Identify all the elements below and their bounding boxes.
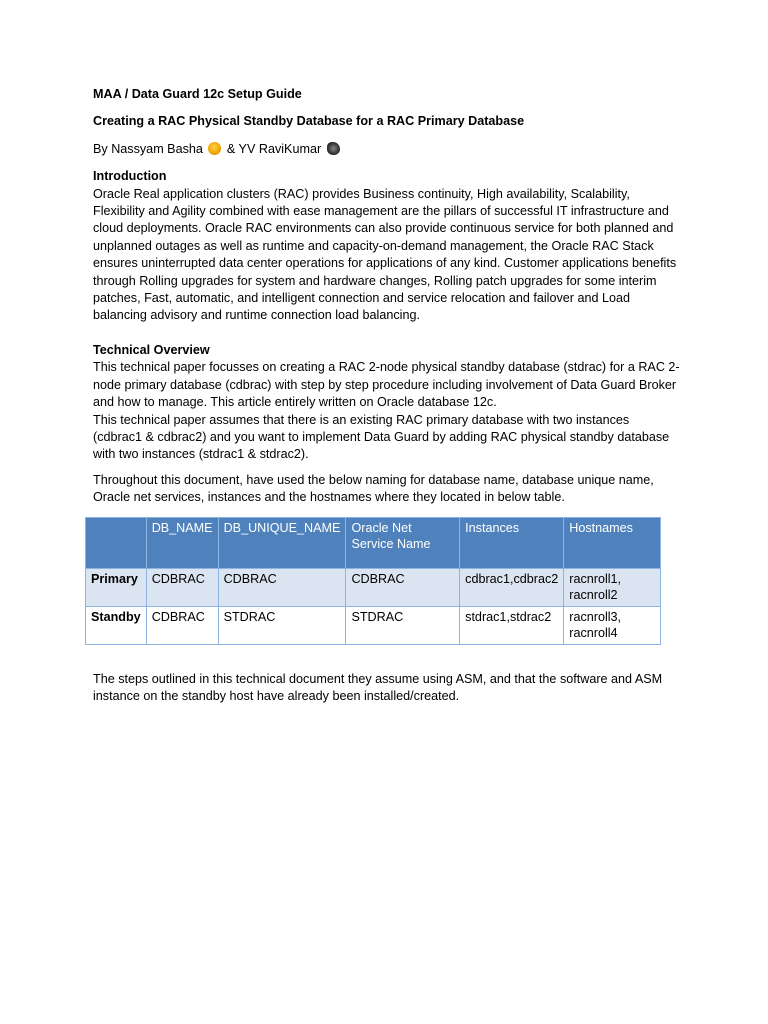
document-title: MAA / Data Guard 12c Setup Guide — [93, 87, 302, 101]
table-row — [86, 568, 661, 606]
document-subtitle: Creating a RAC Physical Standby Database for a RAC Primary Database — [93, 114, 525, 129]
cell-hostnames: racnroll3, racnroll4 — [564, 606, 661, 644]
cell-hostnames: racnroll1, racnroll2 — [564, 568, 661, 606]
table-header-hostnames: Hostnames — [564, 517, 661, 568]
table-header-corner — [86, 517, 147, 568]
introduction-heading: Introduction — [93, 169, 167, 184]
spacer — [93, 325, 681, 342]
technical-overview-body-3: Throughout this document, have used the below naming for database name, database unique name, Oracle net services, instances and the hostnames where they located in below table. — [93, 472, 654, 505]
cell-db-name: CDBRAC — [146, 606, 218, 644]
byline-prefix: By Nassyam Basha — [93, 141, 203, 156]
spacer — [93, 464, 681, 472]
row-label: Standby — [86, 606, 147, 644]
cell-db-unique-name: STDRAC — [218, 606, 346, 644]
cell-instances: cdbrac1,cdbrac2 — [460, 568, 564, 606]
technical-overview-body-2: This technical paper assumes that there is an existing RAC primary database with two instances (cdbrac1 & cdbrac2) and you want to implement Data Guard by adding RAC physical standby database with two instances (stdrac1 & stdrac2). — [93, 412, 670, 462]
technical-overview-heading: Technical Overview — [93, 342, 210, 357]
closing-paragraph: The steps outlined in this technical document they assume using ASM, and that the software and ASM instance on the standby host have already been installed/created. — [93, 671, 663, 704]
byline-joiner: & YV RaviKumar — [226, 141, 322, 156]
warning-badge-icon — [208, 142, 221, 155]
table-header-db-name: DB_NAME — [146, 517, 218, 568]
table-row — [86, 606, 661, 644]
row-label: Primary — [86, 568, 147, 606]
person-avatar-icon — [327, 142, 340, 155]
cell-instances: stdrac1,stdrac2 — [460, 606, 564, 644]
introduction-body: Oracle Real application clusters (RAC) provides Business continuity, High availability, Scalability, Flexibility and Agility combined with ease management are the pillars of successful IT infrastructure and cloud deployments. Oracle RAC environments can also provide continuous service for both planned and unplanned outages as well as runtime and capacity-on-demand management, the Oracle RAC Stack ensures uninterrupted data center operations for applications of any kind. Customer applications benefits through Rolling upgrades for system and hardware changes, Rolling patch upgrades for some interim patches, Fast, automatic, and intelligent connection and service relocation and failover and Load balancing advisory and runtime connection load balancing. — [93, 186, 677, 323]
cell-db-unique-name: CDBRAC — [218, 568, 346, 606]
cell-db-name: CDBRAC — [146, 568, 218, 606]
table-header-db-unique-name: DB_UNIQUE_NAME — [218, 517, 346, 568]
cell-net-service: CDBRAC — [346, 568, 460, 606]
document-page — [93, 86, 681, 706]
table-header-net-service: Oracle Net Service Name — [346, 517, 460, 568]
technical-overview-body-1: This technical paper focusses on creating a RAC 2-node physical standby database (stdrac) for a RAC 2-node primary database (cdbrac) with step by step procedure including involvement of Data Guard Broker and how to manage. This article entirely written on Oracle database 12c. — [93, 360, 680, 410]
table-header-instances: Instances — [460, 517, 564, 568]
naming-table — [85, 517, 661, 645]
cell-net-service: STDRAC — [346, 606, 460, 644]
author-byline — [93, 141, 681, 158]
table-header-row — [86, 517, 661, 568]
